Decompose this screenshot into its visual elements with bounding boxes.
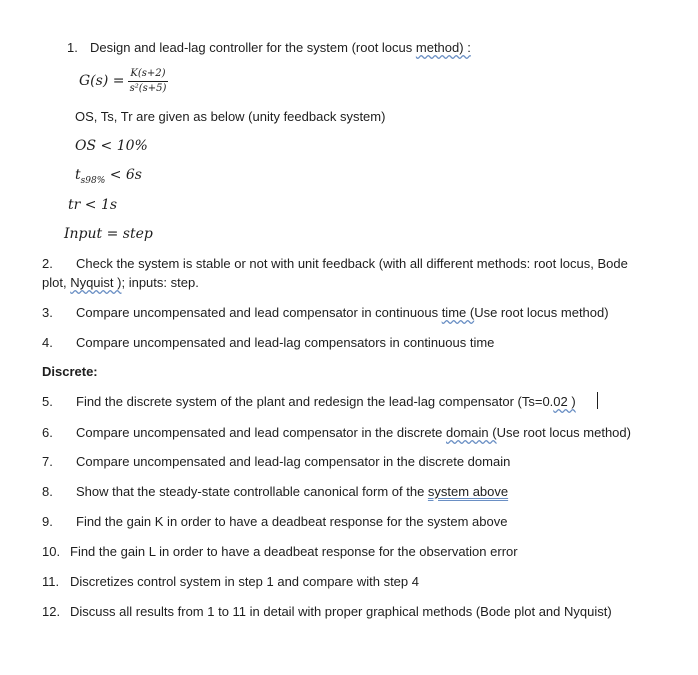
item-1-text: Design and lead-lag controller for the system (root locus bbox=[90, 40, 416, 55]
item-7-text: Compare uncompensated and lead-lag compensator in the discrete domain bbox=[76, 454, 511, 469]
item-8-number: 8. bbox=[42, 484, 53, 499]
fraction-bar bbox=[128, 81, 168, 82]
item-8 bbox=[42, 484, 508, 500]
spec-overshoot: OS < 10% bbox=[75, 138, 148, 154]
item-2-underlined: Nyquist ) bbox=[70, 275, 122, 290]
item-3-text: Compare uncompensated and lead compensator in continuous bbox=[76, 305, 442, 320]
item-12 bbox=[42, 604, 612, 620]
item-4-number: 4. bbox=[42, 335, 53, 350]
item-2-line-2-start: plot, bbox=[42, 275, 71, 290]
transfer-function-lhs: G(s) = bbox=[79, 73, 125, 89]
item-6-text: Compare uncompensated and lead compensator in the discrete bbox=[76, 425, 446, 440]
discrete-heading-text: Discrete: bbox=[42, 364, 98, 379]
item-5 bbox=[42, 394, 576, 410]
item-2-text: Check the system is stable or not with unit feedback (with all different methods: root locus, Bode bbox=[76, 256, 628, 271]
item-9-number: 9. bbox=[42, 514, 53, 529]
spec-rise-time: tr < 1s bbox=[68, 197, 118, 213]
item-2-line-1 bbox=[42, 256, 628, 272]
transfer-function-denominator: s²(s+5) bbox=[129, 83, 167, 94]
item-5-underlined: 02 ) bbox=[553, 394, 576, 409]
item-7 bbox=[42, 454, 510, 470]
item-11 bbox=[42, 574, 419, 590]
item-3-after: Use root locus method) bbox=[474, 305, 609, 320]
spec-settling-time bbox=[75, 167, 142, 189]
item-7-number: 7. bbox=[42, 454, 53, 469]
item-2-line-2 bbox=[42, 275, 199, 291]
item-8-underlined: system above bbox=[427, 484, 509, 499]
item-12-text: Discuss all results from 1 to 11 in detail with proper graphical methods (Bode plot and Nyquist) bbox=[70, 604, 612, 619]
item-10-number: 10. bbox=[42, 544, 61, 559]
item-12-number: 12. bbox=[42, 604, 61, 619]
item-3-number: 3. bbox=[42, 305, 53, 320]
item-9-text: Find the gain K in order to have a deadbeat response for the system above bbox=[76, 514, 508, 529]
item-5-text: Find the discrete system of the plant and redesign the lead-lag compensator (Ts=0. bbox=[76, 394, 554, 409]
item-10 bbox=[42, 544, 518, 560]
item-3 bbox=[42, 305, 609, 321]
item-3-underlined: time ( bbox=[441, 305, 475, 320]
specs-intro: OS, Ts, Tr are given as below (unity feedback system) bbox=[75, 109, 386, 124]
item-9 bbox=[42, 514, 507, 530]
text-cursor bbox=[597, 392, 598, 409]
item-6-after: Use root locus method) bbox=[496, 425, 631, 440]
item-1-number: 1. bbox=[67, 40, 78, 55]
item-4 bbox=[42, 335, 494, 351]
item-4-text: Compare uncompensated and lead-lag compensators in continuous time bbox=[76, 335, 495, 350]
item-2-number: 2. bbox=[42, 256, 53, 271]
item-6-underlined: domain ( bbox=[446, 425, 497, 440]
spec-ts-symbol: t bbox=[75, 167, 81, 183]
spec-input: Input = step bbox=[64, 226, 153, 242]
transfer-function-numerator: K(s+2) bbox=[130, 68, 166, 79]
item-8-text: Show that the steady-state controllable canonical form of the bbox=[76, 484, 428, 499]
item-11-text: Discretizes control system in step 1 and compare with step 4 bbox=[70, 574, 419, 589]
item-1 bbox=[67, 40, 471, 56]
item-6-number: 6. bbox=[42, 425, 53, 440]
item-2-line-2-end: ; inputs: step. bbox=[121, 275, 199, 290]
item-6 bbox=[42, 425, 631, 441]
spec-ts-rest: < 6s bbox=[105, 167, 142, 183]
discrete-heading bbox=[42, 364, 98, 380]
item-5-number: 5. bbox=[42, 394, 53, 409]
item-10-text: Find the gain L in order to have a deadbeat response for the observation error bbox=[70, 544, 518, 559]
spec-ts-subscript: s98% bbox=[80, 175, 106, 186]
item-1-underlined: method) : bbox=[415, 40, 471, 55]
item-11-number: 11. bbox=[42, 574, 60, 589]
